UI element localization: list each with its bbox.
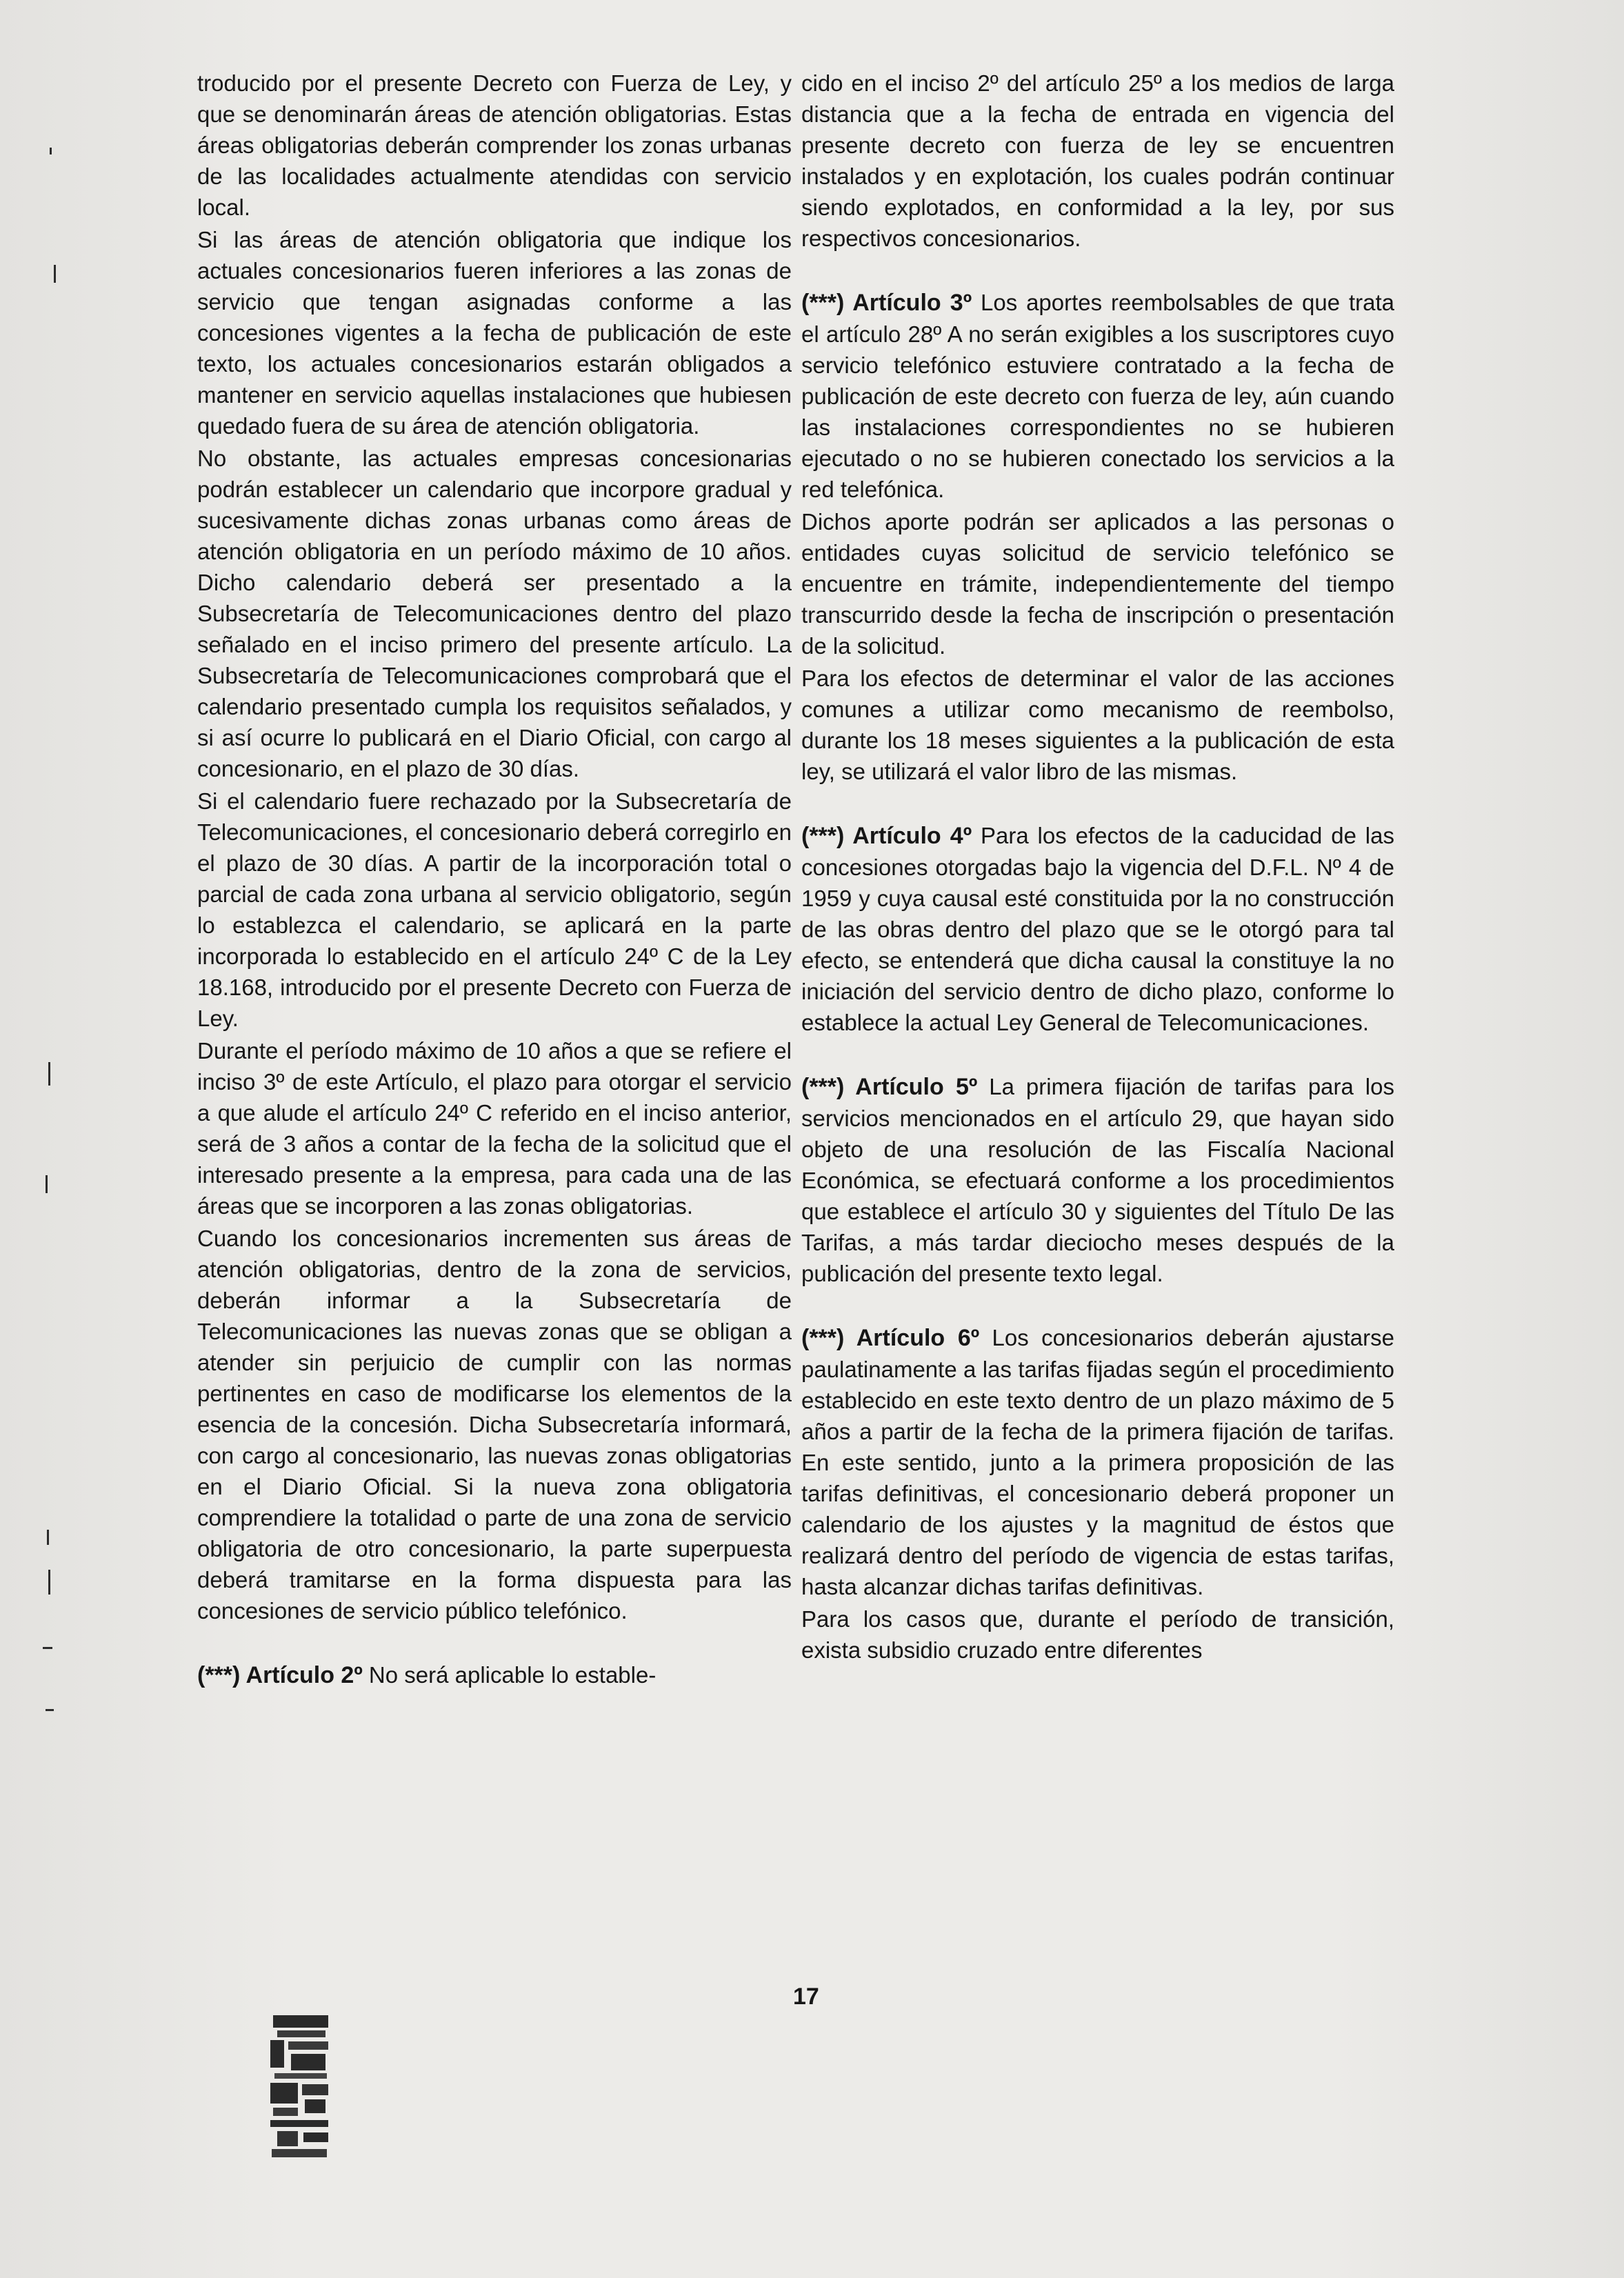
article-heading: (***) Artículo 5º (801, 1074, 978, 1100)
margin-mark (46, 1175, 48, 1193)
paragraph: Si el calendario fuere rechazado por la Subsecretaría de Telecomunicaciones, el concesionario deberá corregirlo en el plazo de 30 días. A partir de la incorporación total o parcial de cada zona urbana al servicio obligatorio, según lo establezca el calendario, se aplicará en la parte incorporada lo establecido en el artículo 24º C de la Ley 18.168, introducido por el presente Decreto con Fuerza de Ley. (197, 788, 792, 1031)
article-heading: (***) Artículo 3º (801, 290, 972, 316)
article-6-paragraph: (***) Artículo 6º Los concesionarios deberán ajustarse paulatinamente a las tarifas fijadas según el procedimiento establecido en este texto dentro de un plazo máximo de 5 años a partir de la fecha de la primera fijación de tarifas. En este sentido, junto a la primera proposición de las tarifas definitivas, el concesionario deberá proponer un calendario de los ajustes y la magnitud de éstos que realizará dentro del período de vigencia de estas tarifas, hasta alcanzar dichas tarifas definitivas. (801, 1325, 1394, 1599)
page-number: 17 (793, 1984, 819, 2010)
article-5-paragraph: (***) Artículo 5º La primera fijación de tarifas para los servicios mencionados en el artículo 29, que hayan sido objeto de una resolución de las Fiscalía Nacional Económica, se efectuará conforme a los procedimientos que establece el artículo 30 y siguientes del Título De las Tarifas, a más tardar dieciocho meses después de la publicación del presente texto legal. (801, 1074, 1394, 1286)
article-4-paragraph: (***) Artículo 4º Para los efectos de la caducidad de las concesiones otorgadas bajo la vigencia del D.F.L. Nº 4 de 1959 y cuya causal esté constituida por la no construcción de las obras dentro del plazo que se le otorgó para tal efecto, se entenderá que dicha causal la constituye la no iniciación del servicio dentro de dicho plazo, conforme lo establece la actual Ley General de Telecomunicaciones. (801, 823, 1394, 1035)
article-2-paragraph: (***) Artículo 2º No será aplicable lo estable- (197, 1662, 656, 1688)
margin-mark (43, 1647, 52, 1649)
right-column (801, 68, 1394, 1667)
scan-artifact-icon (270, 2015, 331, 2159)
paragraph: Si las áreas de atención obligatoria que indique los actuales concesionarios fueren inferiores a las zonas de servicio que tengan asignadas conforme a las concesiones vigentes a la fecha de publicación de este texto, los actuales concesionarios estarán obligados a mantener en servicio aquellas instalaciones que hubiesen quedado fuera de su área de atención obligatoria. (197, 227, 792, 439)
paragraph: Dichos aporte podrán ser aplicados a las personas o entidades cuyas solicitud de servicio telefónico se encuentre en trámite, independientemente del tiempo transcurrido desde la fecha de inscripción o presentación de la solicitud. (801, 509, 1394, 659)
paragraph: No obstante, las actuales empresas concesionarias podrán establecer un calendario que incorpore gradual y sucesivamente dichas zonas urbanas como áreas de atención obligatoria en un período máximo de 10 años. Dicho calendario deberá ser presentado a la Subsecretaría de Telecomunicaciones dentro del plazo señalado en el inciso primero del presente artículo. La Subsecretaría de Telecomunicaciones comprobará que el calendario presentado cumpla los requisitos señalados, y si así ocurre lo publicará en el Diario Oficial, con cargo al concesionario, en el plazo de 30 días. (197, 446, 792, 781)
paragraph: Durante el período máximo de 10 años a que se refiere el inciso 3º de este Artículo, el plazo para otorgar el servicio a que alude el artículo 24º C referido en el inciso anterior, será de 3 años a contar de la fecha de la solicitud que el interesado presente a la empresa, para cada una de las áreas que se incorporen a las zonas obligatorias. (197, 1038, 792, 1219)
article-heading: (***) Artículo 6º (801, 1325, 980, 1351)
margin-mark (46, 1709, 54, 1711)
margin-mark (47, 1530, 49, 1545)
paragraph: troducido por el presente Decreto con Fuerza de Ley, y que se denominarán áreas de atención obligatorias. Estas áreas obligatorias deberán comprender los zonas urbanas de las localidades actualmente atendidas con servicio local. (197, 70, 792, 220)
article-heading: (***) Artículo 2º (197, 1662, 363, 1688)
article-3-paragraph: (***) Artículo 3º Los aportes reembolsables de que trata el artículo 28º A no serán exigibles a los suscriptores cuyo servicio telefónico estuviere contratado a la fecha de publicación de este decreto con fuerza de ley, aún cuando las instalaciones correspondientes no se hubieren ejecutado o no se hubieren conectado los servicios a la red telefónica. (801, 290, 1395, 502)
paragraph: Para los efectos de determinar el valor de las acciones comunes a utilizar como mecanismo de reembolso, durante los 18 meses siguientes a la publicación de esta ley, se utilizará el valor libro de las mismas. (801, 666, 1394, 784)
margin-mark (48, 1570, 50, 1595)
margin-mark (54, 265, 56, 283)
paragraph: Para los casos que, durante el período de transición, exista subsidio cruzado entre diferentes (801, 1606, 1394, 1663)
article-heading: (***) Artículo 4º (801, 823, 972, 849)
left-column (197, 68, 792, 1692)
paragraph: Cuando los concesionarios incrementen sus áreas de atención obligatorias, dentro de la zona de servicios, deberán informar a la Subsecretaría de Telecomunicaciones las nuevas zonas que se obligan a atender sin perjuicio de cumplir con las normas pertinentes en caso de modificarse los elementos de la esencia de la concesión. Dicha Subsecretaría informará, con cargo al concesionario, las nuevas zonas obligatorias en el Diario Oficial. Si la nueva zona obligatoria comprendiere la totalidad o parte de una zona de servicio obligatoria de otro concesionario, la parte superpuesta deberá tramitarse en la forma dispuesta para las concesiones de servicio público telefónico. (197, 1226, 792, 1623)
margin-mark (50, 148, 52, 154)
margin-mark (48, 1062, 50, 1086)
paragraph: cido en el inciso 2º del artículo 25º a los medios de larga distancia que a la fecha de entrada en vigencia del presente decreto con fuerza de ley se encuentren instalados y en explotación, los cuales podrán continuar siendo explotados, en conformidad a la ley, por sus respectivos concesionarios. (801, 70, 1394, 251)
